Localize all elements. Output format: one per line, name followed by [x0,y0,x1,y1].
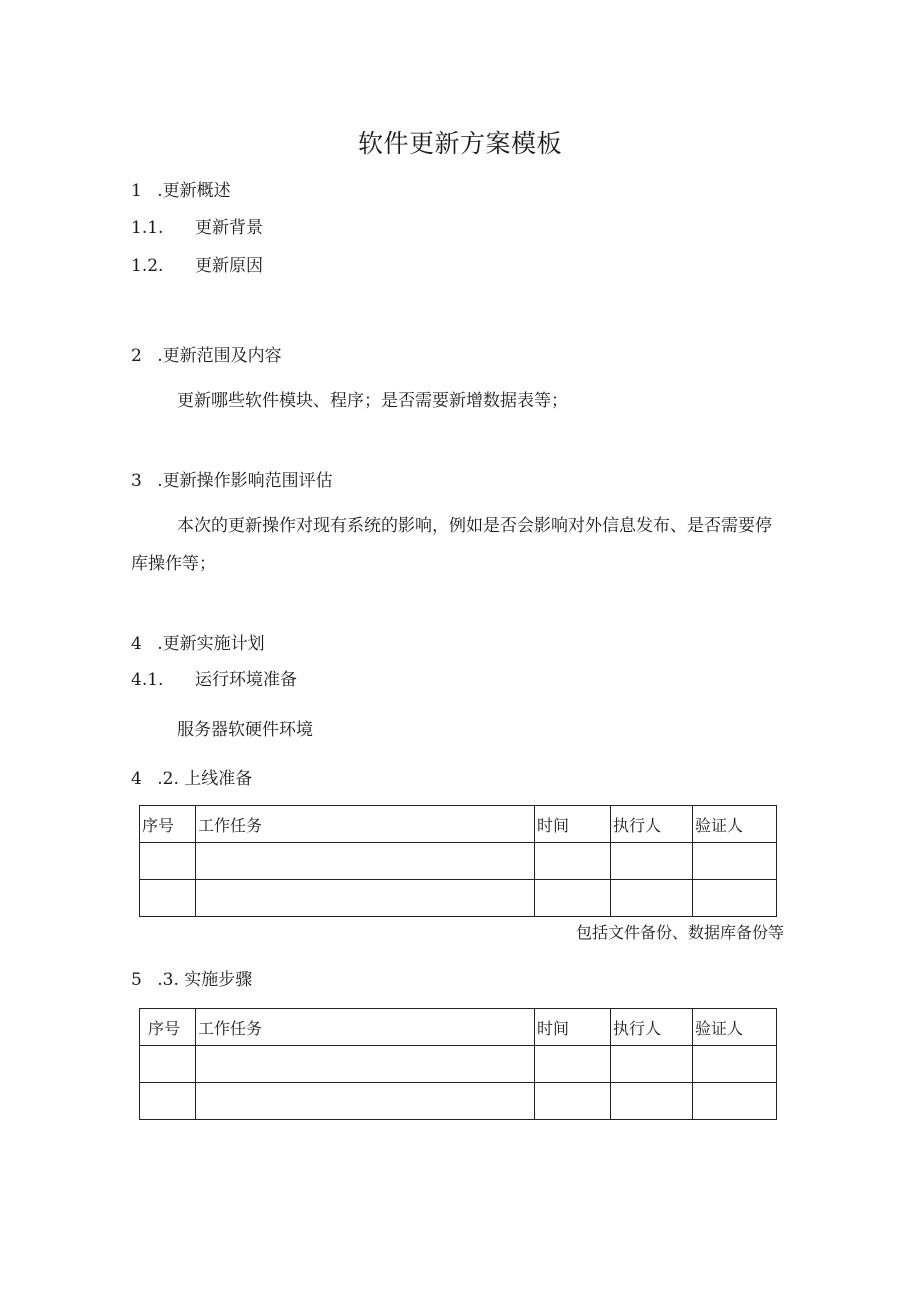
table-cell[interactable] [693,880,777,917]
section-number: 4.1. [131,670,164,690]
section-3-body-line-2: 库操作等； [131,554,216,574]
section-number: 2 [131,346,142,366]
header-cell: 工作任务 [196,1009,535,1046]
section-number: 3 [131,471,142,491]
section-2-heading [131,345,282,367]
header-cell: 工作任务 [196,806,535,843]
header-cell: 执行人 [611,806,693,843]
header-cell: 验证人 [693,1009,777,1046]
section-label: .更新实施计划 [157,634,265,654]
header-cell: 执行人 [611,1009,693,1046]
section-label: .更新概述 [157,181,231,201]
section-3-body-line-1: 本次的更新操作对现有系统的影响，例如是否会影响对外信息发布、是否需要停 [177,516,772,536]
table-cell[interactable] [611,1083,693,1120]
section-1-1-heading [131,217,263,239]
steps-table [139,1008,777,1120]
header-cell: 序号 [140,806,196,843]
header-cell: 时间 [535,1009,611,1046]
table-row [140,843,777,880]
section-label: .更新范围及内容 [157,346,282,366]
header-cell: 时间 [535,806,611,843]
table-cell[interactable] [535,880,611,917]
section-label: .2. 上线准备 [157,769,253,789]
table-cell[interactable] [196,1046,535,1083]
section-4-1-body: 服务器软硬件环境 [177,720,313,740]
table-cell[interactable] [140,843,196,880]
section-label: .更新操作影响范围评估 [157,471,333,491]
section-4-1-heading [131,669,297,691]
table-cell[interactable] [535,1046,611,1083]
section-label: .3. 实施步骤 [157,970,253,990]
table-cell[interactable] [140,1083,196,1120]
section-4-2-heading [131,768,252,790]
table-row [140,1046,777,1083]
table-cell[interactable] [611,1046,693,1083]
table-cell[interactable] [196,843,535,880]
section-number: 4 [131,769,142,789]
page-title: 软件更新方案模板 [357,129,562,158]
table-header-row [140,1009,777,1046]
table-row [140,880,777,917]
section-4-heading [131,633,265,655]
section-2-body: 更新哪些软件模块、程序；是否需要新增数据表等； [177,391,568,411]
section-label: 运行环境准备 [195,670,297,690]
table-header-row [140,806,777,843]
section-label: 更新原因 [195,256,263,276]
section-5-3-heading [131,969,252,991]
section-1-heading [131,180,231,202]
section-number: 1.1. [131,218,164,238]
table-cell[interactable] [140,1046,196,1083]
section-number: 1 [131,181,142,201]
section-3-heading [131,470,333,492]
section-number: 1.2. [131,256,164,276]
table-cell[interactable] [611,880,693,917]
section-1-2-heading [131,255,263,277]
section-number: 5 [131,970,142,990]
table-cell[interactable] [535,1083,611,1120]
table-cell[interactable] [196,880,535,917]
prep-table [139,805,777,917]
table-cell[interactable] [196,1083,535,1120]
table-cell[interactable] [535,843,611,880]
table-cell[interactable] [693,843,777,880]
header-cell: 序号 [140,1009,196,1046]
table-cell[interactable] [693,1083,777,1120]
table-cell[interactable] [693,1046,777,1083]
header-cell: 验证人 [693,806,777,843]
table-cell[interactable] [611,843,693,880]
table-row [140,1083,777,1120]
section-number: 4 [131,634,142,654]
table-cell[interactable] [140,880,196,917]
section-label: 更新背景 [195,218,263,238]
table-note: 包括文件备份、数据库备份等 [575,923,784,942]
